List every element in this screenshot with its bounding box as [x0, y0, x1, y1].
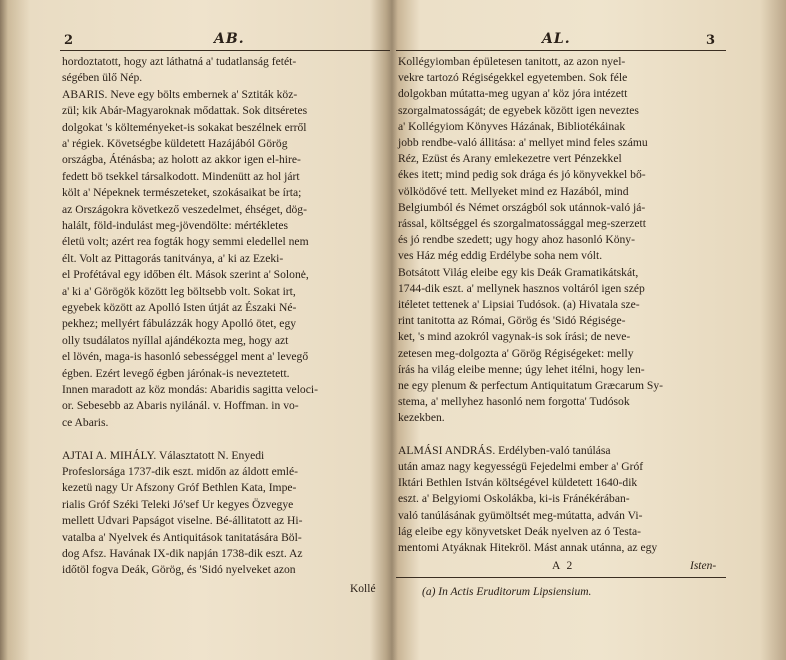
- running-head: AB.: [214, 31, 245, 47]
- text-line: 1744-dik eszt. a' mellynek hasznos voltáról igen szép: [398, 281, 645, 295]
- text-line: eszt. a' Belgyiomi Oskolákba, ki-is Fránékérában-: [398, 492, 630, 506]
- catchword: Kollé: [350, 583, 376, 595]
- text-line: egyebek között az Apolló Isten útját az Északi Né-: [62, 301, 297, 314]
- text-line: égben. Ezért levegő égben járónak-is neveztetett.: [62, 366, 290, 380]
- text-line: mellett Udvari Papságot viselne. Bé-állitatott az Hi-: [62, 514, 303, 528]
- text-line: pekhez; mellyért fábulázzák hogy Apolló ötet, egy: [62, 317, 297, 331]
- header-rule: [396, 50, 726, 51]
- text-line: vatalba a' Nyelvek és Antiquitások tanitatására Böl-: [62, 530, 302, 544]
- text-line: rialis Gróf Széki Teleki Jó'sef Ur kegyes Özvegye: [62, 497, 294, 511]
- text-line: Innen maradott az köz mondás: Abaridis sagitta veloci-: [62, 383, 318, 396]
- text-line: életü volt; azért rea fogták hogy semmi eledellel nem: [62, 235, 309, 249]
- text-line: Kollégyiomban épületesen tanitott, az azon nyel-: [398, 55, 626, 68]
- catchword: Isten-: [690, 560, 717, 572]
- text-line: költ a' Népeknek természeteket, szokásaikat be írta;: [62, 186, 302, 200]
- footnote: (a) In Actis Eruditorum Lipsiensium.: [422, 586, 592, 598]
- text-line: szorgalmatosságát; de egyebek között igen neveztes: [398, 103, 639, 117]
- running-head: AL.: [542, 31, 571, 47]
- right-page: [392, 0, 786, 660]
- text-line: or. Sebesebb az Abaris nyilánál. v. Hoffman. in vo-: [62, 399, 299, 413]
- text-line: olly tsudálatos nyíllal ajándékozta meg, hogy azt: [62, 333, 289, 347]
- text-line: dolgokat 's költeményeket-is sokakat beszélnek erről: [62, 120, 307, 134]
- text-line: stema, a' mellyhez hasonló nem forgotta' Tudósok: [398, 395, 630, 409]
- text-line: ves Ház még eddig Erdélybe soha nem vólt.: [398, 249, 603, 263]
- header-rule: [60, 50, 390, 51]
- text-line: írás ha világ eleibe menne; úgy lehet itélni, hogy len-: [398, 362, 645, 376]
- text-line: ne egy plenum & perfectum Antiquitatum Græcarum Sy-: [398, 379, 663, 392]
- text-line: ket, 's mind azokról vagynak-is sok írási; de neve-: [398, 330, 631, 344]
- text-line: Profeslorsága 1737-dik eszt. midőn az áldott emlé-: [62, 465, 298, 478]
- text-line: AJTAI A. MIHÁLY. Választatott N. Enyedi: [62, 448, 265, 462]
- text-line: halált, föld-indulást meg-jövendölte: mértékletes: [62, 219, 289, 232]
- text-line: hordoztatott, hogy azt láthatná a' tudatlanság fetét-: [62, 55, 297, 68]
- signature-mark: A 2: [552, 560, 575, 572]
- text-line: kezekben.: [398, 411, 445, 425]
- text-line: után amaz nagy kegyességü Fejedelmi ember a' Gróf: [398, 460, 644, 473]
- text-line: mentomi Atyáknak Hitekröl. Mást annak utánna, az egy: [398, 541, 658, 554]
- text-line: zetesen meg-dolgozta a' Görög Régiségeket: melly: [398, 346, 634, 360]
- text-line: völködővé tett. Mellyeket mind ez Hazából, mind: [398, 184, 629, 198]
- text-line: dog Afsz. Havának IX-dik napján 1738-dik eszt. Az: [62, 547, 303, 560]
- text-line: Botsátott Világ eleibe egy kis Deák Gramatikátskát,: [398, 265, 639, 279]
- text-line: a' régiek. Követségbe küldetett Hazájából Görög: [62, 137, 288, 150]
- left-page: [0, 0, 392, 660]
- text-line: kezetü nagy Ur Afszony Gróf Bethlen Kata, Impe-: [62, 481, 297, 495]
- text-line: rással, költséggel és szorgalmatossággal meg-szerzett: [398, 217, 647, 230]
- text-line: fedett bö tsekkel társalkodott. Mindenütt az hol járt: [62, 169, 300, 183]
- text-line: ségében ülő Nép.: [62, 71, 143, 85]
- text-line: zül; kik Abár-Magyaroknak mődattak. Sok ditséretes: [62, 104, 308, 118]
- text-line: el Profétával egy időben élt. Mások szerint a' Solonė,: [62, 268, 309, 282]
- text-line: ALMÁSI ANDRÁS. Erdélyben-való tanúlása: [398, 443, 611, 457]
- text-line: a' ki a' Görögök között leg böltsebb volt. Sokat irt,: [62, 284, 296, 298]
- text-line: az Országokra következő veszedelmet, éhséget, dög-: [62, 202, 307, 216]
- text-line: élt. Volt az Pittagorás tanitványa, a' ki az Ezeki-: [62, 251, 284, 265]
- text-line: jobb rendbe-való állitása: a' mellyet mind feles számu: [398, 136, 648, 149]
- text-line: Iktári Bethlen István költségével küldetett 1640-dik: [398, 476, 638, 490]
- text-line: Réz, Ezüst és Arany emlekezetre vert Pénzekkel: [398, 152, 622, 166]
- text-line: és jó rendbe szedett; ugy hogy ahoz hasonló Köny-: [398, 233, 635, 247]
- text-line: ce Abaris.: [62, 415, 109, 429]
- text-line: el lövén, maga-is hasonló sebességgel ment a' levegő: [62, 350, 309, 364]
- text-line: vekre tartozó Régiségekkel egyetemben. Sok féle: [398, 71, 628, 85]
- text-line: ABARIS. Neve egy bölts embernek a' Sztiták köz-: [62, 87, 298, 101]
- text-line: Belgiumból és Német országból sok utánnok-való já-: [398, 200, 646, 214]
- text-line: a' Kollégyiom Könyves Házának, Bibliotékáinak: [398, 119, 626, 133]
- text-line: dolgokban mútatta-meg ugyan a' köz jóra intézett: [398, 87, 628, 101]
- text-line: ékes itett; mind pedig sok drága és jó könyvekkel bő-: [398, 168, 646, 182]
- text-line: időtöl fogva Deák, Görög, és 'Sidó nyelveket azon: [62, 563, 296, 577]
- text-line: országba, Áténásba; az holott az akkor igen el-hire-: [62, 153, 301, 167]
- text-line: való tanúlásának gyümöltsét meg-mútatta, adván Vi-: [398, 508, 643, 522]
- text-line: lág eleibe egy könyvetsket Deák nyelven az ó Testa-: [398, 524, 641, 538]
- page-number: 3: [706, 33, 716, 48]
- text-line: itéletet tettenek a' Lipsiai Tudósok. (a) Hivatala sze-: [398, 298, 640, 311]
- text-line: rint tanitotta az Római, Görög és 'Sidó Régisége-: [398, 314, 626, 328]
- page-number: 2: [64, 33, 74, 48]
- footnote-rule: [396, 577, 726, 578]
